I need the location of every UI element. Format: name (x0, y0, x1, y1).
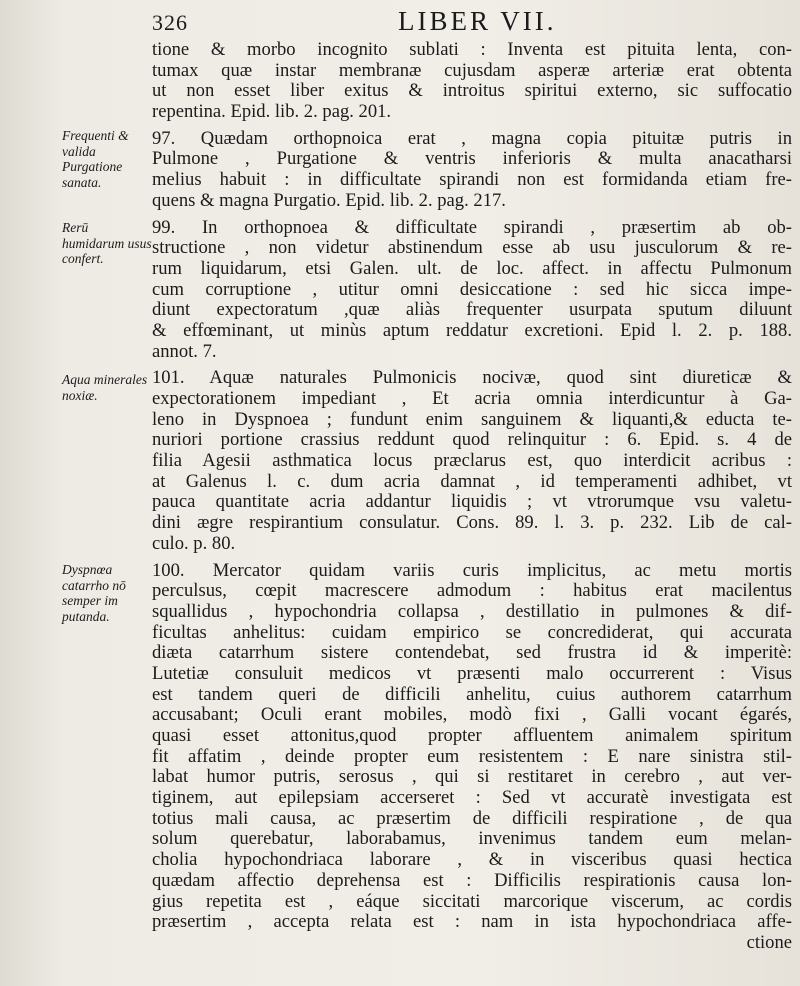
text-line: culo. p. 80. (152, 533, 236, 554)
text-line: cholia hypochondriaca laborare , & in visceribus quasi hectica (152, 850, 792, 871)
margin-note: Dyspnœa catarrho nō semper im putanda. (62, 562, 126, 624)
text-line: tiginem, aut epilepsiam accerseret : Sed vt accuratè investigata est (152, 788, 792, 809)
margin-note: Aqua minerales noxiæ. (62, 372, 148, 403)
text-line: tione & morbo incognito sublati : Inventa est pituita lenta, con- (152, 40, 792, 60)
text-line: 101. Aquæ naturales Pulmonicis nocivæ, quod sint diureticæ & (152, 368, 792, 389)
text-line: at Galenus l. c. dum acria damnat , id temperamenti adhibet, vt (152, 471, 792, 492)
page-number: 326 (152, 10, 188, 35)
text-line: cum corruptione , utitur omni desiccatione : sed hic sicca impe- (152, 279, 792, 300)
text-line: gius repetita est , eáque siccitati marcorique viscerum, ac cordis (152, 891, 792, 912)
text-line: repentina. Epid. lib. 2. pag. 201. (152, 102, 392, 123)
text-line: 100. Mercator quidam variis curis implicitus, ac metu mortis (152, 560, 792, 581)
text-line: solum querebatur, laborabamus, invenimus tandem eum melan- (152, 829, 792, 850)
text-line: Lutetiæ consuluit medicos vt præsenti malo occurrerent : Visus (152, 663, 792, 684)
text-line: squallidus , hypochondria collapsa , destillatio in pulmones & dif- (152, 601, 792, 622)
margin-note: Rerū humidarum usus confert. (62, 220, 152, 266)
text-line: diunt expectoratum ,quæ aliàs frequenter usurpata sputum diluunt (152, 300, 792, 321)
text-line: filia Agesii asthmatica locus præclarus est, quo interdicit acribus : (152, 451, 792, 472)
text-line: rum liquidarum, etsi Galen. ult. de loc. affect. in affectu Pulmonum (152, 258, 792, 279)
text-line: fit affatim , deinde propter eum resistentem : E nare sinistra stil- (152, 746, 792, 767)
text-line: præsertim , accepta relata est : nam in ista hypochondriaca affe- (152, 912, 792, 933)
text-line: perculsus, cœpit macrescere admodum : habitus erat macilentus (152, 581, 792, 602)
text-line: diæta catarrhum sistere contendebat, sed frustra id & imperitè: (152, 643, 792, 664)
text-line: melius habuit : in difficultate spirandi non est formidanda etiam fre- (152, 170, 792, 191)
body-text (152, 40, 792, 954)
text-line: quædam affectio deprehensa est : Difficilis respirationis causa lon- (152, 870, 792, 891)
text-line: totius mali causa, ac præsertim de difficili respiratione , de qua (152, 808, 792, 829)
text-line: ficultas anhelitus: cuidam empirico se concrediderat, qui accurata (152, 622, 792, 643)
page-header (150, 4, 790, 38)
margin-note: Frequenti & valida Purgatione sanata. (62, 128, 129, 190)
text-line: accusabant; Oculi erant mobiles, modò fixi , Galli vocant égarés, (152, 705, 792, 726)
text-line: annot. 7. (152, 341, 217, 362)
text-line: ut non esset liber exitus & introitus spiritui externo, sic suffocatio (152, 81, 792, 102)
text-line: leno in Dyspnoea ; fundunt enim sanguinem & liquanti,& educta te- (152, 409, 792, 430)
text-line: labat humor putris, serosus , qui si restitaret in cerebro , aut ver- (152, 767, 792, 788)
text-line: structione , non videtur abstinendum esse ab usu jusculorum & re- (152, 238, 792, 259)
text-line: est tandem queri de difficili anhelitu, cuius authorem catarrhum (152, 684, 792, 705)
text-line: nuriori portione crassius reddunt quod relinquitur : 6. Epid. s. 4 de (152, 430, 792, 451)
text-line: quens & magna Purgatio. Epid. lib. 2. pag. 217. (152, 190, 506, 211)
text-line: dini ægre respirantium consulatur. Cons. 89. l. 3. p. 232. Lib de cal- (152, 513, 792, 534)
text-line: 99. In orthopnoea & difficultate spirandi , præsertim ab ob- (152, 217, 792, 238)
text-line: Pulmone , Purgatione & ventris inferioris & multa anacatharsi (152, 149, 792, 170)
text-line: tumax quæ instar membranæ cujusdam asperæ arteriæ erat obtenta (152, 60, 792, 81)
text-line: pauca quantitate acria addantur liquidis ; vt vtrorumque vsu valetu- (152, 492, 792, 513)
catchword: ctione (746, 932, 792, 953)
running-head: LIBER VII. (398, 6, 557, 36)
text-line: 97. Quædam orthopnoica erat , magna copia pituitæ putris in (152, 128, 792, 149)
text-line: quasi esset attonitus,quod propter affluentem animalem spiritum (152, 726, 792, 746)
text-line: & effœminant, ut minùs aptum reddatur excretioni. Epid l. 2. p. 188. (152, 320, 792, 341)
text-line: expectorationem impediant , Et acria omnia interdicuntur à Ga- (152, 389, 792, 409)
